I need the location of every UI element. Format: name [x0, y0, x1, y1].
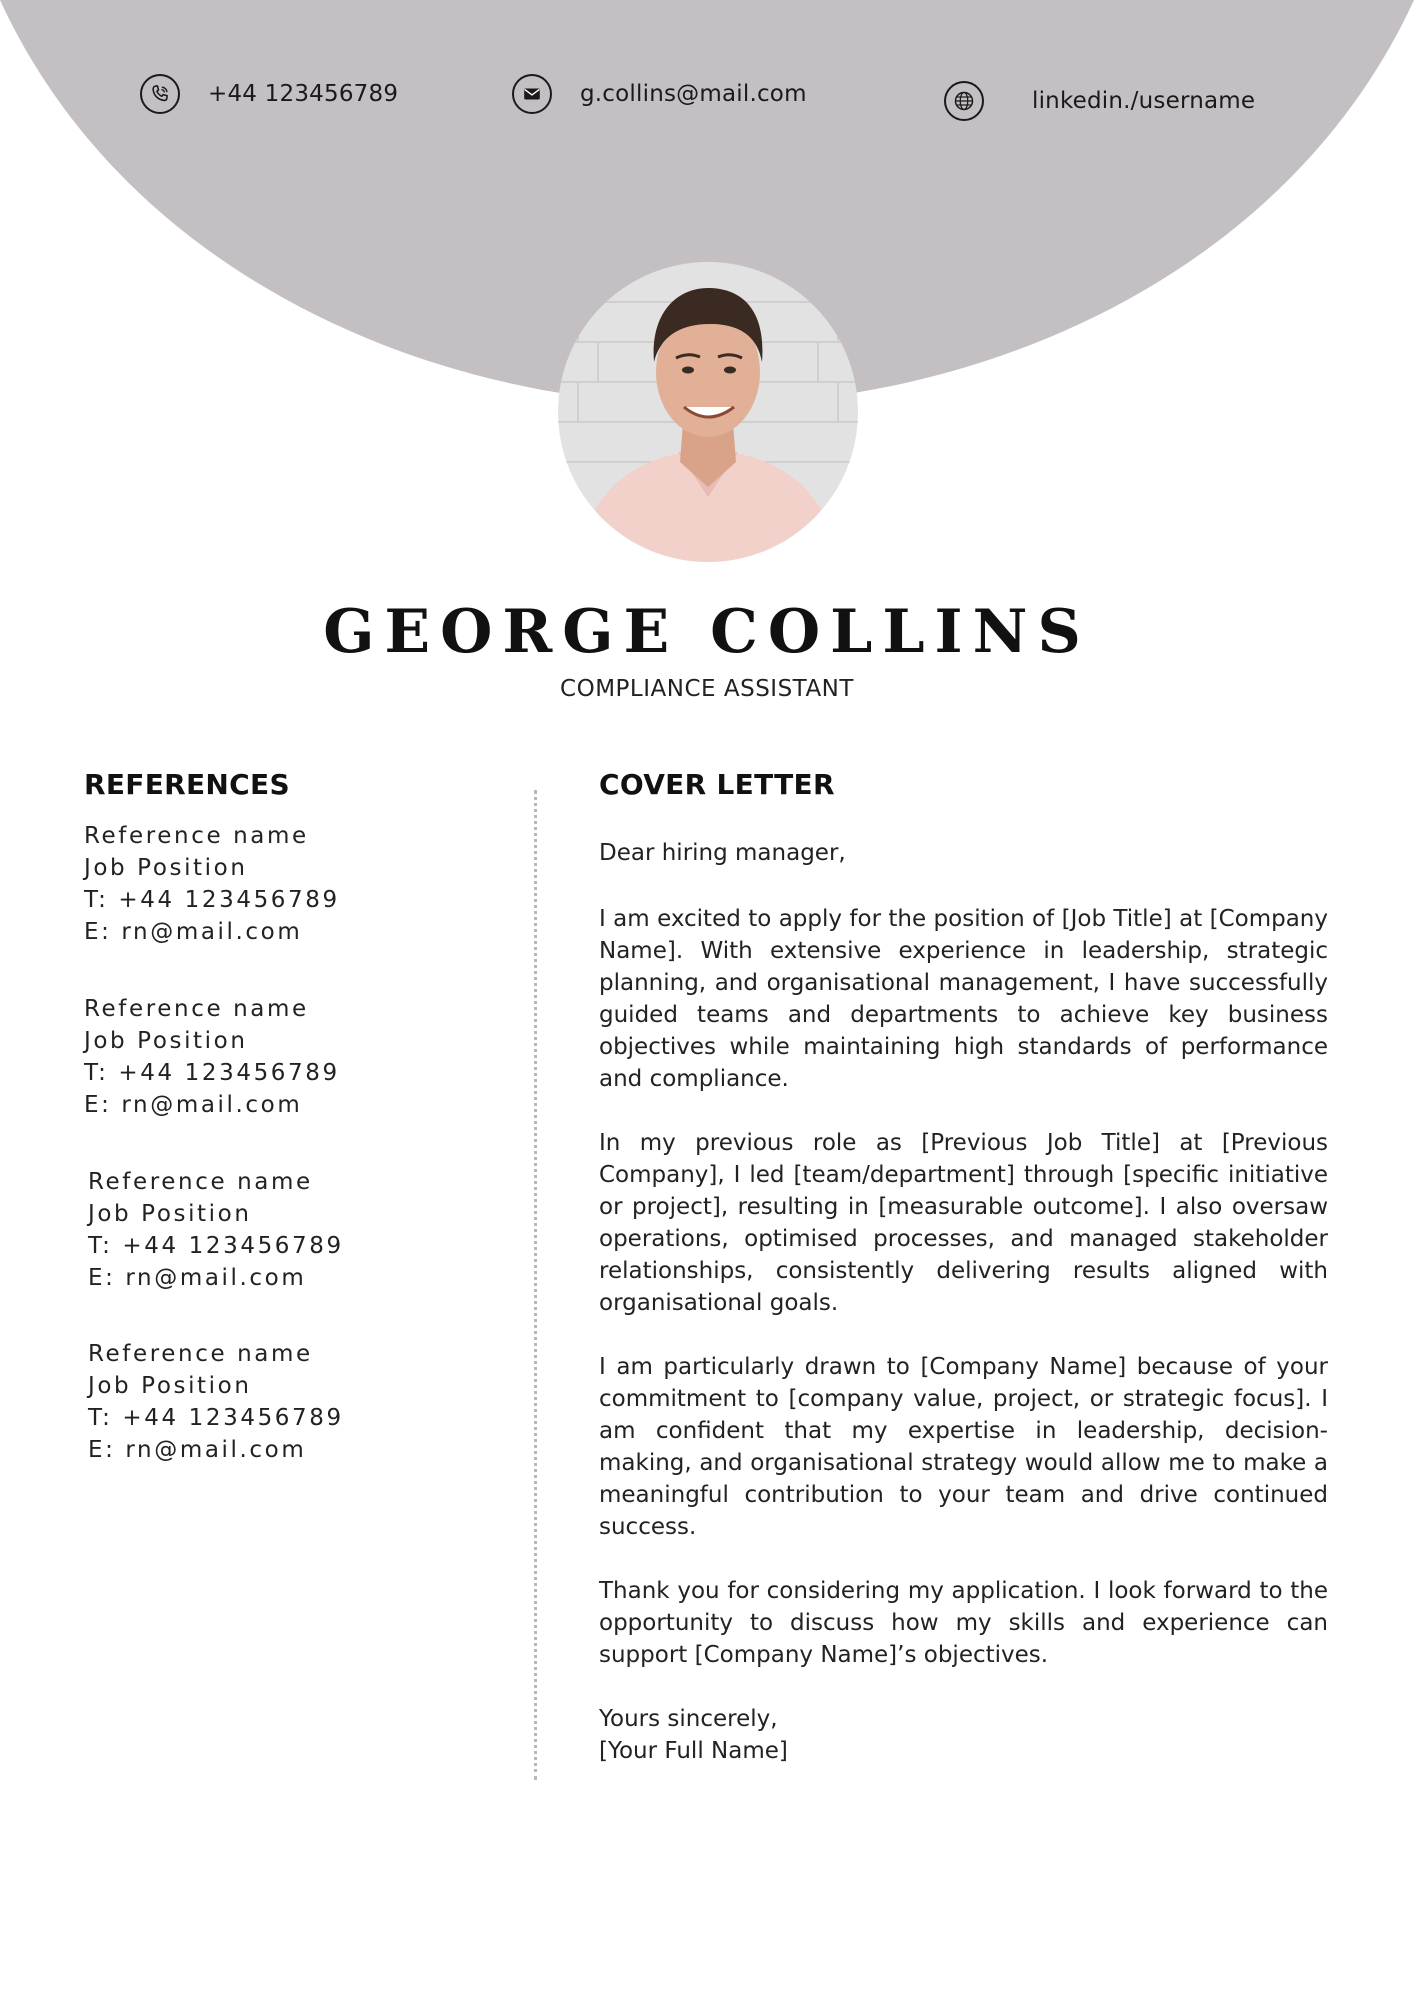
reference-name: Reference name [84, 996, 309, 1022]
profile-photo [558, 262, 858, 562]
reference-position: Job Position [84, 855, 248, 881]
letter-closing [599, 1703, 1328, 1767]
references-heading: REFERENCES [84, 768, 290, 801]
job-title: COMPLIANCE ASSISTANT [560, 676, 854, 702]
person-name: GEORGE COLLINS [323, 597, 1091, 667]
cover-letter-heading: COVER LETTER [599, 768, 835, 801]
reference-position: Job Position [88, 1201, 252, 1227]
reference-email[interactable]: E: rn@mail.com [88, 1437, 307, 1463]
closing-text: Yours sincerely, [599, 1706, 778, 1732]
reference-item [88, 1338, 344, 1466]
column-divider [534, 790, 537, 1780]
reference-phone[interactable]: T: +44 123456789 [84, 887, 340, 913]
linkedin-text: linkedin./username [1032, 88, 1256, 114]
letter-paragraph [599, 1127, 1328, 1319]
reference-email[interactable]: E: rn@mail.com [88, 1265, 307, 1291]
reference-phone[interactable]: T: +44 123456789 [88, 1405, 344, 1431]
letter-paragraph [599, 1575, 1328, 1671]
paragraph-text: I am excited to apply for the position of [Job Title] at [Company Name]. With extensive experience in leadership, strategic planning, and organisational management, I have successfully guided teams and departments to achieve key business objectives while maintaining high standards of performance and compliance. [599, 906, 1328, 1092]
reference-email[interactable]: E: rn@mail.com [84, 1092, 303, 1118]
letter-paragraph [599, 903, 1328, 1095]
email-text: g.collins@mail.com [580, 81, 807, 107]
reference-name: Reference name [88, 1169, 313, 1195]
contact-email[interactable] [512, 74, 807, 114]
letter-paragraph [599, 1351, 1328, 1543]
reference-name: Reference name [88, 1341, 313, 1367]
phone-text: +44 123456789 [208, 81, 399, 107]
letter-greeting [599, 837, 1328, 869]
greeting-text: Dear hiring manager, [599, 840, 846, 866]
paragraph-text: I am particularly drawn to [Company Name] because of your commitment to [company value, project, or strategic focus]. I am confident that my expertise in leadership, decision-making, and organisational strategy would allow me to make a meaningful contribution to your team and drive continued success. [599, 1354, 1328, 1540]
reference-phone[interactable]: T: +44 123456789 [88, 1233, 344, 1259]
reference-item [88, 1166, 344, 1294]
phone-icon [140, 74, 180, 114]
signature-text: [Your Full Name] [599, 1738, 788, 1764]
reference-item [84, 993, 340, 1121]
mail-icon [512, 74, 552, 114]
contact-phone[interactable] [140, 74, 398, 114]
reference-phone[interactable]: T: +44 123456789 [84, 1060, 340, 1086]
reference-name: Reference name [84, 823, 309, 849]
contact-linkedin[interactable] [944, 81, 1255, 121]
paragraph-text: In my previous role as [Previous Job Title] at [Previous Company], I led [team/department] through [specific initiative or project], resulting in [measurable outcome]. I also oversaw operations, optimised processes, and managed stakeholder relationships, consistently delivering results aligned with organisational goals. [599, 1130, 1328, 1316]
reference-position: Job Position [88, 1373, 252, 1399]
reference-email[interactable]: E: rn@mail.com [84, 919, 303, 945]
globe-icon [944, 81, 984, 121]
paragraph-text: Thank you for considering my application. I look forward to the opportunity to discuss how my skills and experience can support [Company Name]’s objectives. [599, 1578, 1328, 1668]
reference-item [84, 820, 340, 948]
reference-position: Job Position [84, 1028, 248, 1054]
